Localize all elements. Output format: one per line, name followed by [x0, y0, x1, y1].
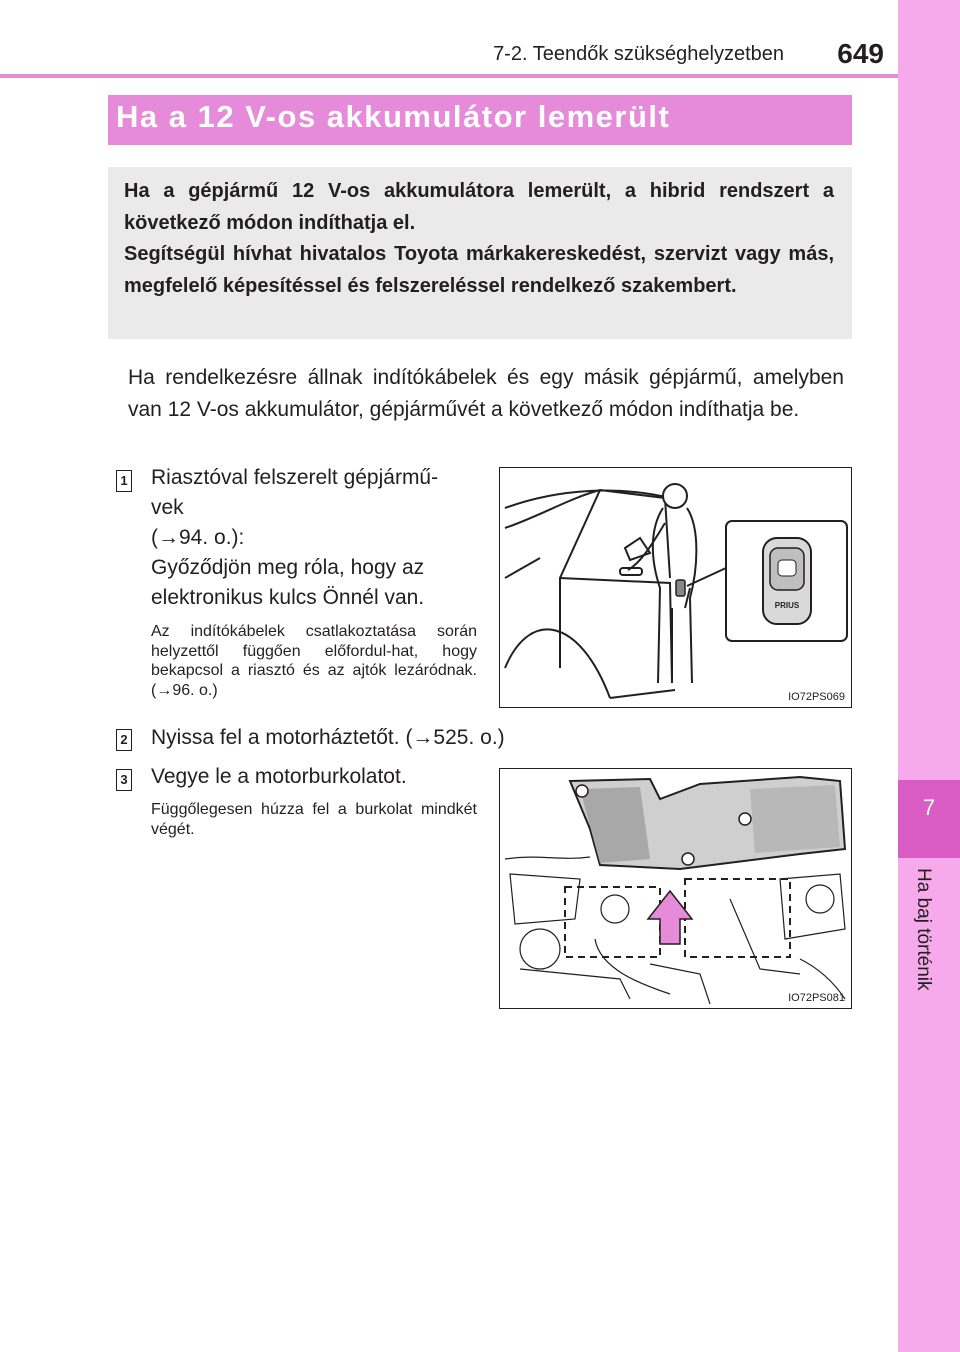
step-1-line: vek: [151, 496, 184, 519]
side-tab: [898, 0, 960, 1352]
figure-code: IO72PS069: [788, 691, 845, 703]
intro-paragraph-2: Segítségül hívhat hivatalos Toyota márkakereskedést, szervizt vagy más, megfelelő képesítéssel és felszereléssel rendelkező szakembert.: [124, 243, 834, 297]
car-door-illustration: [500, 468, 852, 708]
header-section-title: 7-2. Teendők szükséghelyzetben: [493, 43, 784, 65]
step-1-text: [151, 463, 481, 613]
key-label: PRIUS: [774, 601, 800, 610]
step-number-1: 1: [116, 470, 132, 492]
intro-paragraph-1: Ha a gépjármű 12 V-os akkumulátora lemerült, a hibrid rendszert a következő módon indíthatja el.: [124, 180, 834, 234]
step-1-line: Riasztóval felszerelt gépjármű-: [151, 466, 439, 489]
figure-engine-cover: [499, 768, 852, 1009]
figure-code: IO72PS081: [788, 992, 845, 1004]
step-number-3: 3: [116, 769, 132, 791]
step-number-2: 2: [116, 729, 132, 751]
step-3-text: Vegye le a motorburkolatot.: [151, 765, 407, 788]
step-1-note: Az indítókábelek csatlakoztatása során helyzettől függően előfordul-hat, hogy bekapcsol a riasztó és az ajtók lezáródnak. (→96. o.): [151, 623, 477, 699]
step-2-text: Nyissa fel a motorháztetőt. (→525. o.): [151, 726, 505, 749]
chapter-title: Ha baj történik: [913, 868, 934, 991]
body-paragraph: Ha rendelkezésre állnak indítókábelek és egy másik gépjármű, amelyben van 12 V-os akkumulátor, gépjárművét a következő módon indíthatja be.: [128, 366, 844, 421]
step-1-line: (→94. o.):: [151, 526, 245, 549]
step-3-note: Függőlegesen húzza fel a burkolat mindkét végét.: [151, 801, 477, 838]
engine-cover-illustration: [500, 769, 852, 1009]
step-1-line: Győződjön meg róla, hogy az: [151, 556, 425, 579]
page-title: Ha a 12 V-os akkumulátor lemerült: [116, 99, 671, 134]
step-1-line: elektronikus kulcs Önnél van.: [151, 586, 425, 609]
header-rule: [0, 74, 898, 78]
figure-car-door-key: [499, 467, 852, 708]
chapter-number: 7: [922, 795, 936, 820]
intro-box: [108, 167, 852, 339]
page-number: 649: [837, 38, 884, 69]
